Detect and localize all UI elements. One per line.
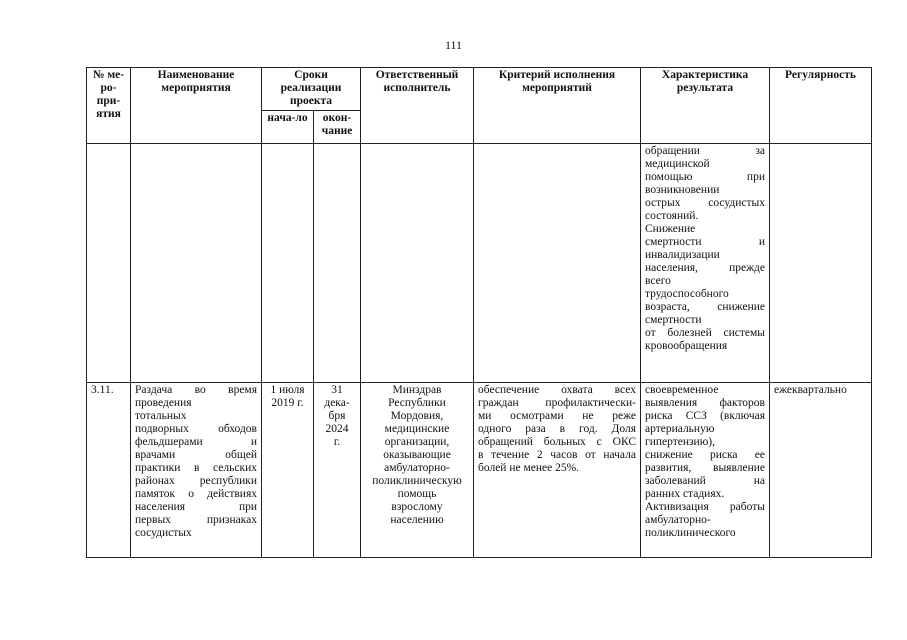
table-row-3-11 bbox=[87, 383, 872, 558]
header-regularity: Регулярность bbox=[770, 68, 872, 144]
cell-text-line: трудоспособного bbox=[645, 288, 729, 300]
cell-text-line: оказывающие bbox=[383, 449, 451, 461]
cell-text-line: Раздача во время bbox=[135, 384, 257, 396]
cell-text-line: Республики bbox=[388, 397, 446, 409]
cell-text-line: 2019 г. bbox=[271, 397, 304, 409]
header-start: нача-ло bbox=[262, 111, 314, 144]
cell-text-line: 31 bbox=[331, 384, 343, 396]
cell-text-line: Минздрав bbox=[392, 384, 442, 396]
cell-num bbox=[87, 144, 131, 383]
cell-text-line: инвалидизации bbox=[645, 249, 720, 261]
header-result: Характеристика результата bbox=[641, 68, 770, 144]
cell-text-line: в течение 2 часов от начала bbox=[478, 449, 636, 461]
cell-text-line: медицинские bbox=[384, 423, 450, 435]
cell-responsible bbox=[361, 383, 474, 558]
cell-text-line: амбулаторно- bbox=[384, 462, 450, 474]
header-row bbox=[87, 68, 872, 111]
cell-text-line: артериальную bbox=[645, 423, 715, 435]
cell-text-line: бря bbox=[328, 410, 346, 422]
cell-text-line: фельдшерами и bbox=[135, 436, 257, 448]
page-number: 111 bbox=[444, 38, 463, 52]
cell-text-line: кровообращения bbox=[645, 340, 728, 352]
cell-text-line: поликлинического bbox=[645, 527, 736, 539]
cell-text-line: Активизация работы bbox=[645, 501, 765, 513]
cell-criterion bbox=[474, 383, 641, 558]
cell-name bbox=[131, 144, 262, 383]
cell-text-line: одного раза в год. Доля bbox=[478, 423, 636, 435]
cell-name bbox=[131, 383, 262, 558]
header-end: окон-чание bbox=[314, 111, 361, 144]
cell-text-line: Мордовия, bbox=[390, 410, 444, 422]
header-num: № ме-ро-при-ятия bbox=[87, 68, 131, 144]
cell-regularity bbox=[770, 144, 872, 383]
cell-text-line: тотальных bbox=[135, 410, 187, 422]
header-name: Наименование мероприятия bbox=[131, 68, 262, 144]
header-responsible: Ответственный исполнитель bbox=[361, 68, 474, 144]
cell-text-line: обращении за bbox=[645, 145, 765, 157]
cell-text-line: сосудистых bbox=[135, 527, 192, 539]
cell-text-line: организации, bbox=[384, 436, 450, 448]
cell-text-line: 1 июля bbox=[270, 384, 305, 396]
cell-text-line: населения, прежде bbox=[645, 262, 765, 274]
cell-text-line: обеспечение охвата всех bbox=[478, 384, 636, 396]
cell-text-line: врачами общей bbox=[135, 449, 257, 461]
cell-criterion bbox=[474, 144, 641, 383]
cell-end bbox=[314, 144, 361, 383]
cell-num: 3.11. bbox=[87, 383, 131, 558]
cell-text-line: риска ССЗ (включая bbox=[645, 410, 765, 422]
activities-table bbox=[86, 67, 872, 558]
cell-text-line: медицинской bbox=[645, 158, 710, 170]
cell-text-line: снижение риска ее bbox=[645, 449, 765, 461]
cell-text-line: смертности и bbox=[645, 236, 765, 248]
cell-text-line: проведения bbox=[135, 397, 192, 409]
cell-text-line: помощью при bbox=[645, 171, 765, 183]
cell-text-line: своевременное bbox=[645, 384, 719, 396]
cell-text-line: ми осмотрами не реже bbox=[478, 410, 636, 422]
cell-text-line: состояний. bbox=[645, 210, 699, 222]
cell-text-line: гипертензию), bbox=[645, 436, 716, 448]
cell-text-line: населению bbox=[390, 514, 444, 526]
cell-start bbox=[262, 144, 314, 383]
cell-responsible bbox=[361, 144, 474, 383]
cell-end bbox=[314, 383, 361, 558]
cell-text-line: первых признаках bbox=[135, 514, 257, 526]
cell-text-line: помощь bbox=[397, 488, 437, 500]
cell-start bbox=[262, 383, 314, 558]
cell-text-line: 2024 bbox=[325, 423, 349, 435]
cell-text-line: населения при bbox=[135, 501, 257, 513]
cell-text-line: взрослому bbox=[391, 501, 443, 513]
cell-text-line: возраста, снижение bbox=[645, 301, 765, 313]
cell-text-line: выявления факторов bbox=[645, 397, 765, 409]
cell-text-line: от болезней системы bbox=[645, 327, 765, 339]
cell-text-line: Снижение bbox=[645, 223, 696, 235]
cell-text-line: обращений больных с ОКС bbox=[478, 436, 636, 448]
cell-text-line: районах республики bbox=[135, 475, 257, 487]
header-criterion: Критерий исполнения мероприятий bbox=[474, 68, 641, 144]
cell-text-line: поликлиническую bbox=[372, 475, 462, 487]
cell-text-line: амбулаторно- bbox=[645, 514, 711, 526]
cell-text-line: памяток о действиях bbox=[135, 488, 257, 500]
table-row-continued bbox=[87, 144, 872, 383]
cell-text-line: всего bbox=[645, 275, 671, 287]
cell-text-line: заболеваний на bbox=[645, 475, 765, 487]
cell-result bbox=[641, 144, 770, 383]
cell-regularity: ежеквартально bbox=[770, 383, 872, 558]
header-terms: Сроки реализации проекта bbox=[262, 68, 361, 111]
cell-result bbox=[641, 383, 770, 558]
cell-text-line: возникновении bbox=[645, 184, 720, 196]
cell-text-line: смертности bbox=[645, 314, 702, 326]
cell-text-line: граждан профилактически- bbox=[478, 397, 636, 409]
cell-text-line: г. bbox=[333, 436, 341, 448]
cell-text-line: дека- bbox=[324, 397, 350, 409]
cell-text-line: подворных обходов bbox=[135, 423, 257, 435]
cell-text-line: ранних стадиях. bbox=[645, 488, 725, 500]
cell-text-line: острых сосудистых bbox=[645, 197, 765, 209]
cell-text-line: развития, выявление bbox=[645, 462, 765, 474]
cell-text-line: практики в сельских bbox=[135, 462, 257, 474]
cell-text-line: болей не менее 25%. bbox=[478, 462, 580, 474]
